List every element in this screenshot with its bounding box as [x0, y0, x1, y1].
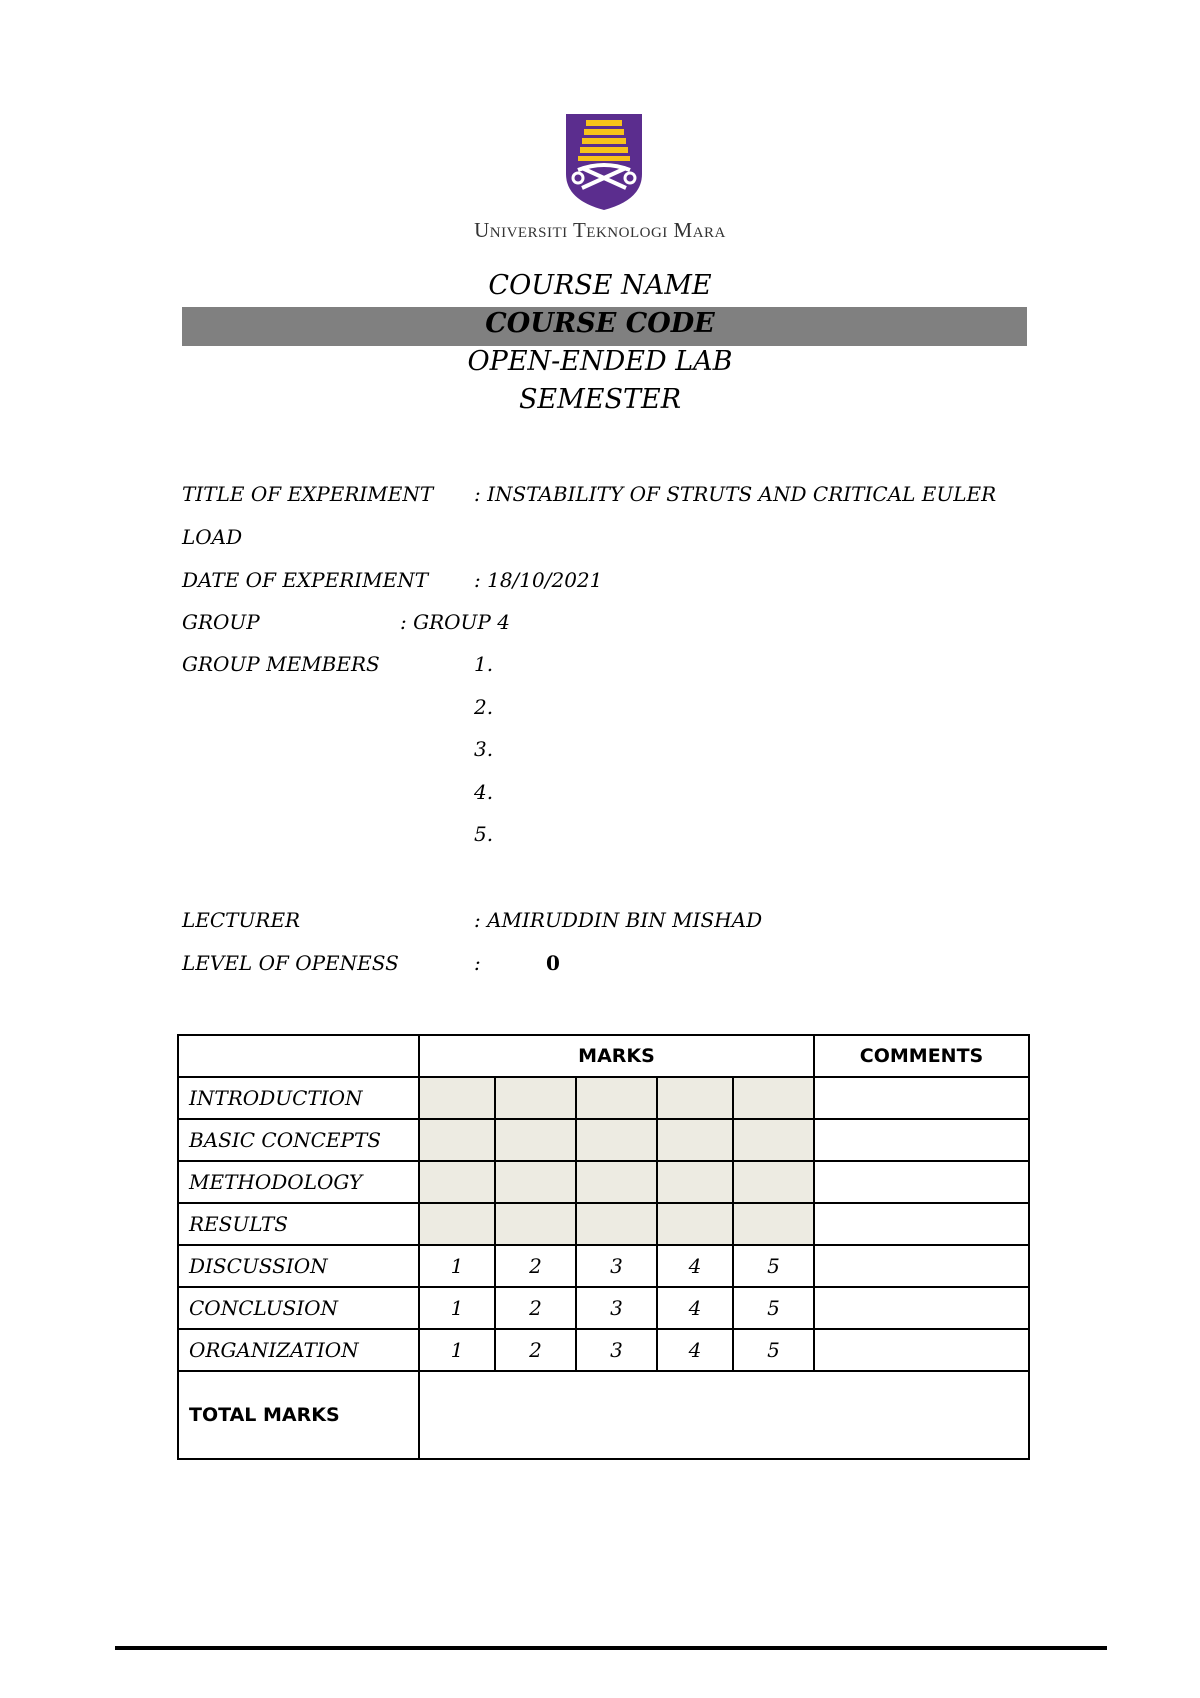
group-value: : GROUP 4 [400, 610, 510, 634]
score-cell [733, 1161, 814, 1203]
total-marks-label: TOTAL MARKS [178, 1371, 419, 1459]
table-row [178, 1329, 1029, 1371]
row-label: INTRODUCTION [178, 1077, 419, 1119]
score-cell [576, 1119, 657, 1161]
row-label: CONCLUSION [178, 1287, 419, 1329]
comment-cell [814, 1161, 1029, 1203]
score-cell [576, 1203, 657, 1245]
course-code: COURSE CODE [485, 308, 715, 339]
openness-value: 0 [546, 951, 560, 975]
member-item: 4. [474, 780, 494, 804]
score-cell [733, 1077, 814, 1119]
lecturer-label: LECTURER [182, 908, 301, 932]
university-name: Universiti Teknologi Mara [474, 218, 726, 242]
score-cell [419, 1161, 495, 1203]
score-cell [419, 1203, 495, 1245]
footer-divider [115, 1646, 1107, 1650]
total-marks-cell [419, 1371, 1029, 1459]
total-row [178, 1371, 1029, 1459]
lab-type: OPEN-ENDED LAB [467, 346, 733, 377]
table-corner-cell [178, 1035, 419, 1077]
score-cell [576, 1161, 657, 1203]
title-value: : INSTABILITY OF STRUTS AND CRITICAL EULER [474, 482, 997, 506]
score-cell: 2 [495, 1245, 576, 1287]
score-cell: 1 [419, 1245, 495, 1287]
table-row [178, 1245, 1029, 1287]
score-cell: 4 [657, 1287, 733, 1329]
score-cell [495, 1119, 576, 1161]
table-row [178, 1077, 1029, 1119]
semester: SEMESTER [518, 384, 682, 415]
score-cell [657, 1119, 733, 1161]
row-label: RESULTS [178, 1203, 419, 1245]
comment-cell [814, 1077, 1029, 1119]
comment-cell [814, 1329, 1029, 1371]
score-cell [419, 1077, 495, 1119]
score-cell [657, 1077, 733, 1119]
member-item: 2. [474, 695, 494, 719]
member-item: 5. [474, 822, 494, 846]
openness-label: LEVEL OF OPENESS [182, 951, 399, 975]
date-label: DATE OF EXPERIMENT [182, 568, 429, 592]
title-label: TITLE OF EXPERIMENT [182, 482, 434, 506]
group-members-label: GROUP MEMBERS [182, 652, 380, 676]
row-label: METHODOLOGY [178, 1161, 419, 1203]
title-value-continued: LOAD [182, 525, 243, 549]
table-row [178, 1119, 1029, 1161]
table-row [178, 1161, 1029, 1203]
table-row [178, 1203, 1029, 1245]
score-cell: 1 [419, 1329, 495, 1371]
score-cell: 2 [495, 1287, 576, 1329]
score-cell: 4 [657, 1245, 733, 1287]
score-cell [733, 1203, 814, 1245]
comments-header: COMMENTS [814, 1035, 1029, 1077]
score-cell [657, 1161, 733, 1203]
score-cell [495, 1161, 576, 1203]
row-label: BASIC CONCEPTS [178, 1119, 419, 1161]
score-cell: 4 [657, 1329, 733, 1371]
comment-cell [814, 1203, 1029, 1245]
score-cell: 2 [495, 1329, 576, 1371]
marks-table [177, 1034, 1030, 1460]
marks-header: MARKS [419, 1035, 814, 1077]
score-cell: 3 [576, 1287, 657, 1329]
score-cell [657, 1203, 733, 1245]
score-cell: 5 [733, 1287, 814, 1329]
score-cell: 1 [419, 1287, 495, 1329]
score-cell: 3 [576, 1245, 657, 1287]
score-cell [495, 1203, 576, 1245]
comment-cell [814, 1287, 1029, 1329]
group-label: GROUP [182, 610, 260, 634]
score-cell: 3 [576, 1329, 657, 1371]
score-cell: 5 [733, 1329, 814, 1371]
score-cell [495, 1077, 576, 1119]
openness-colon: : [474, 951, 481, 975]
score-cell [733, 1119, 814, 1161]
comment-cell [814, 1119, 1029, 1161]
lecturer-value: : AMIRUDDIN BIN MISHAD [474, 908, 763, 932]
score-cell [419, 1119, 495, 1161]
member-item: 1. [474, 652, 494, 676]
row-label: DISCUSSION [178, 1245, 419, 1287]
score-cell [576, 1077, 657, 1119]
comment-cell [814, 1245, 1029, 1287]
score-cell: 5 [733, 1245, 814, 1287]
date-value: : 18/10/2021 [474, 568, 603, 592]
course-name: COURSE NAME [488, 270, 712, 301]
table-header-row [178, 1035, 1029, 1077]
member-item: 3. [474, 737, 494, 761]
row-label: ORGANIZATION [178, 1329, 419, 1371]
table-row [178, 1287, 1029, 1329]
